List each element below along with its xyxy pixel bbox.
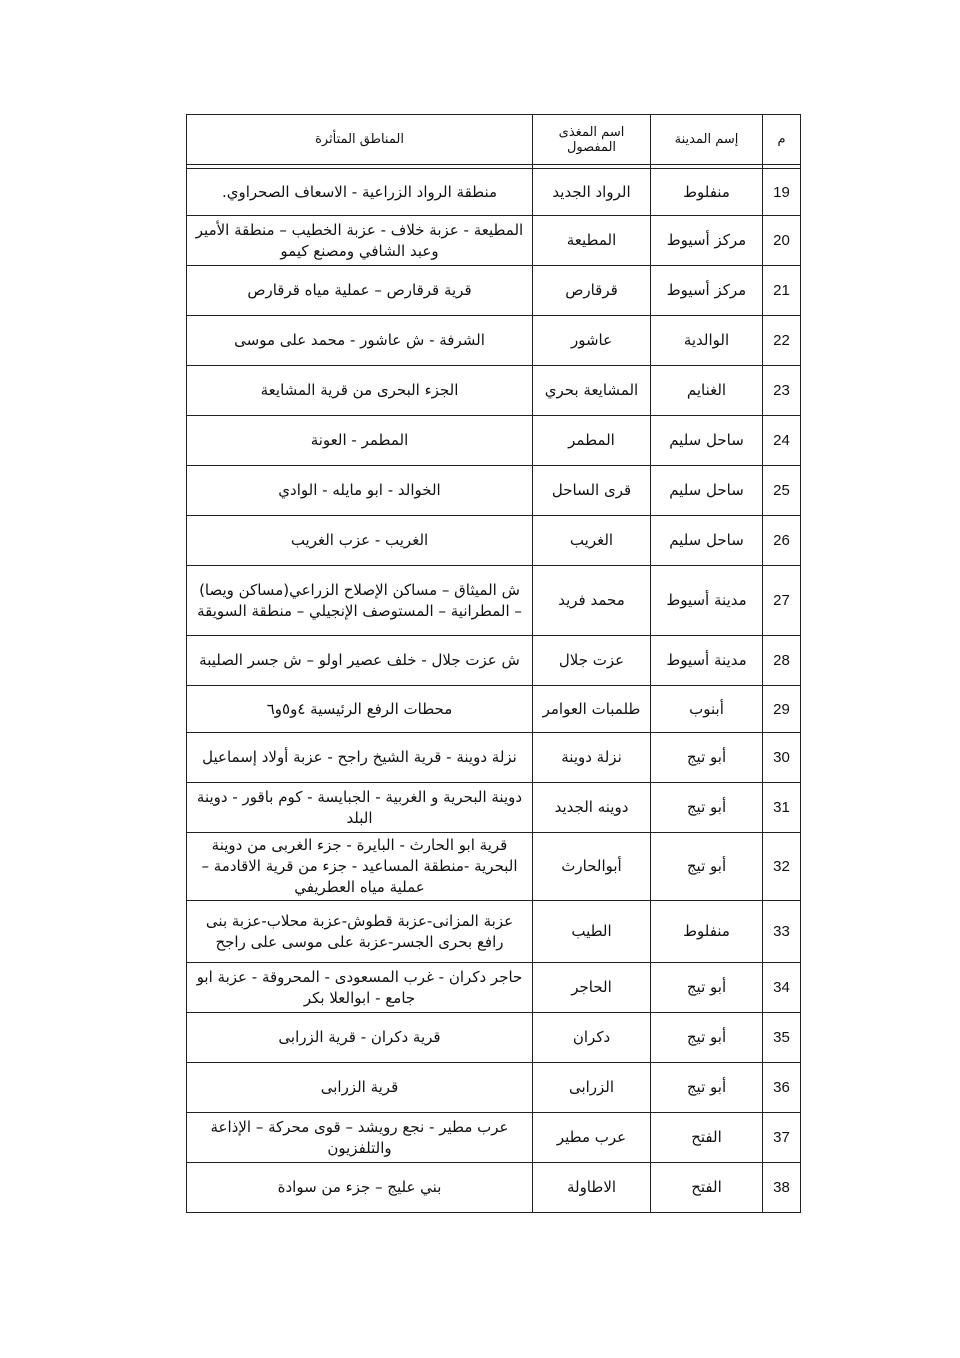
city-cell: أبو تيج xyxy=(651,1063,763,1113)
city-cell: مدينة أسيوط xyxy=(651,636,763,686)
table-row xyxy=(187,316,801,366)
areas-cell: الخوالد - ابو مايله - الوادي xyxy=(187,466,533,516)
city-cell: ساحل سليم xyxy=(651,466,763,516)
source-cell: نزلة دوينة xyxy=(533,733,651,783)
areas-cell: منطقة الرواد الزراعية - الاسعاف الصحراوي. xyxy=(187,169,533,216)
areas-cell: قرية قرقارص – عملية مياه قرقارص xyxy=(187,266,533,316)
city-cell: الغنايم xyxy=(651,366,763,416)
row-number-cell: 22 xyxy=(763,316,801,366)
row-number-cell: 34 xyxy=(763,963,801,1013)
source-cell: الزرابى xyxy=(533,1063,651,1113)
source-cell: المطمر xyxy=(533,416,651,466)
table-row xyxy=(187,963,801,1013)
row-number-cell: 36 xyxy=(763,1063,801,1113)
city-cell: أبو تيج xyxy=(651,783,763,833)
source-cell: الطيب xyxy=(533,901,651,963)
source-cell: عرب مطير xyxy=(533,1113,651,1163)
areas-cell: المطيعة - عزبة خلاف - عزبة الخطيب – منطقة الأمير وعبد الشافي ومصنع كيمو xyxy=(187,216,533,266)
source-cell: الحاجر xyxy=(533,963,651,1013)
areas-cell: ش الميثاق – مساكن الإصلاح الزراعي(مساكن ويصا) – المطرانية – المستوصف الإنجيلي – منطقة السويقة xyxy=(187,566,533,636)
source-cell: دكران xyxy=(533,1013,651,1063)
table-row xyxy=(187,266,801,316)
source-cell: الغريب xyxy=(533,516,651,566)
city-cell: ساحل سليم xyxy=(651,516,763,566)
table-row xyxy=(187,416,801,466)
city-cell: مدينة أسيوط xyxy=(651,566,763,636)
source-cell: قرقارص xyxy=(533,266,651,316)
city-cell: أبو تيج xyxy=(651,733,763,783)
source-cell: عاشور xyxy=(533,316,651,366)
table-row xyxy=(187,833,801,901)
table-row xyxy=(187,901,801,963)
source-cell: عزت جلال xyxy=(533,636,651,686)
source-cell: أبوالحارث xyxy=(533,833,651,901)
row-number-cell: 27 xyxy=(763,566,801,636)
areas-cell: قرية الزرابى xyxy=(187,1063,533,1113)
city-cell: الفتح xyxy=(651,1113,763,1163)
areas-cell: قرية ابو الحارث - البايرة - جزء الغربى من دوينة البحرية -منطقة المساعيد - جزء من قرية الاقادمة – عملية مياه العطريفي xyxy=(187,833,533,901)
row-number-cell: 31 xyxy=(763,783,801,833)
areas-cell: عزبة المزانى-عزبة قطوش-عزبة محلاب-عزبة بنى رافع بحرى الجسر-عزبة على موسى على راجح xyxy=(187,901,533,963)
row-number-cell: 20 xyxy=(763,216,801,266)
city-cell: أبو تيج xyxy=(651,963,763,1013)
row-number-cell: 33 xyxy=(763,901,801,963)
city-cell: مركز أسيوط xyxy=(651,266,763,316)
table-row xyxy=(187,516,801,566)
row-number-cell: 21 xyxy=(763,266,801,316)
row-number-cell: 19 xyxy=(763,169,801,216)
city-cell: أبو تيج xyxy=(651,833,763,901)
table-row xyxy=(187,1013,801,1063)
areas-cell: الشرفة - ش عاشور - محمد على موسى xyxy=(187,316,533,366)
areas-cell: الجزء البحرى من قرية المشايعة xyxy=(187,366,533,416)
outage-table xyxy=(186,114,801,1213)
source-cell: المشايعة بحري xyxy=(533,366,651,416)
city-cell: الفتح xyxy=(651,1163,763,1213)
areas-cell: بني عليج – جزء من سوادة xyxy=(187,1163,533,1213)
row-number-cell: 28 xyxy=(763,636,801,686)
header-areas: المناطق المتأثرة xyxy=(187,115,533,165)
source-cell: الاطاولة xyxy=(533,1163,651,1213)
header-city: إسم المدينة xyxy=(651,115,763,165)
city-cell: ساحل سليم xyxy=(651,416,763,466)
areas-cell: المطمر - العونة xyxy=(187,416,533,466)
table-row xyxy=(187,566,801,636)
city-cell: أبنوب xyxy=(651,686,763,733)
source-cell: المطيعة xyxy=(533,216,651,266)
areas-cell: عرب مطير - نجع رويشد – قوى محركة – الإذاعة والتلفزيون xyxy=(187,1113,533,1163)
table-row xyxy=(187,783,801,833)
row-number-cell: 30 xyxy=(763,733,801,783)
row-number-cell: 25 xyxy=(763,466,801,516)
source-cell: طلمبات العوامر xyxy=(533,686,651,733)
row-number-cell: 38 xyxy=(763,1163,801,1213)
city-cell: الوالدية xyxy=(651,316,763,366)
table-row xyxy=(187,1113,801,1163)
row-number-cell: 32 xyxy=(763,833,801,901)
table-row xyxy=(187,169,801,216)
areas-cell: محطات الرفع الرئيسية ٤و٥و٦ xyxy=(187,686,533,733)
header-num: م xyxy=(763,115,801,165)
city-cell: أبو تيج xyxy=(651,1013,763,1063)
areas-cell: حاجر دكران - غرب المسعودى - المحروقة - عزبة ابو جامع - ابوالعلا بكر xyxy=(187,963,533,1013)
areas-cell: نزلة دوينة - قرية الشيخ راجح - عزبة أولاد إسماعيل xyxy=(187,733,533,783)
areas-cell: الغريب - عزب الغريب xyxy=(187,516,533,566)
row-number-cell: 24 xyxy=(763,416,801,466)
table-row xyxy=(187,686,801,733)
table-header-row xyxy=(187,115,801,165)
table-row xyxy=(187,216,801,266)
table-row xyxy=(187,366,801,416)
city-cell: مركز أسيوط xyxy=(651,216,763,266)
areas-cell: ش عزت جلال - خلف عصير اولو – ش جسر الصليبة xyxy=(187,636,533,686)
row-number-cell: 35 xyxy=(763,1013,801,1063)
areas-cell: دوينة البحرية و الغربية - الجبايسة - كوم باقور - دوينة البلد xyxy=(187,783,533,833)
source-cell: دوينه الجديد xyxy=(533,783,651,833)
row-number-cell: 26 xyxy=(763,516,801,566)
source-cell: محمد فريد xyxy=(533,566,651,636)
table-row xyxy=(187,1163,801,1213)
source-cell: قرى الساحل xyxy=(533,466,651,516)
table-row xyxy=(187,466,801,516)
row-number-cell: 37 xyxy=(763,1113,801,1163)
source-cell: الرواد الجديد xyxy=(533,169,651,216)
table-row xyxy=(187,1063,801,1113)
table-row xyxy=(187,636,801,686)
row-number-cell: 29 xyxy=(763,686,801,733)
city-cell: منفلوط xyxy=(651,169,763,216)
areas-cell: قرية دكران - قرية الزرابى xyxy=(187,1013,533,1063)
city-cell: منفلوط xyxy=(651,901,763,963)
table-row xyxy=(187,733,801,783)
header-source: اسم المغذى المفصول xyxy=(533,115,651,165)
row-number-cell: 23 xyxy=(763,366,801,416)
